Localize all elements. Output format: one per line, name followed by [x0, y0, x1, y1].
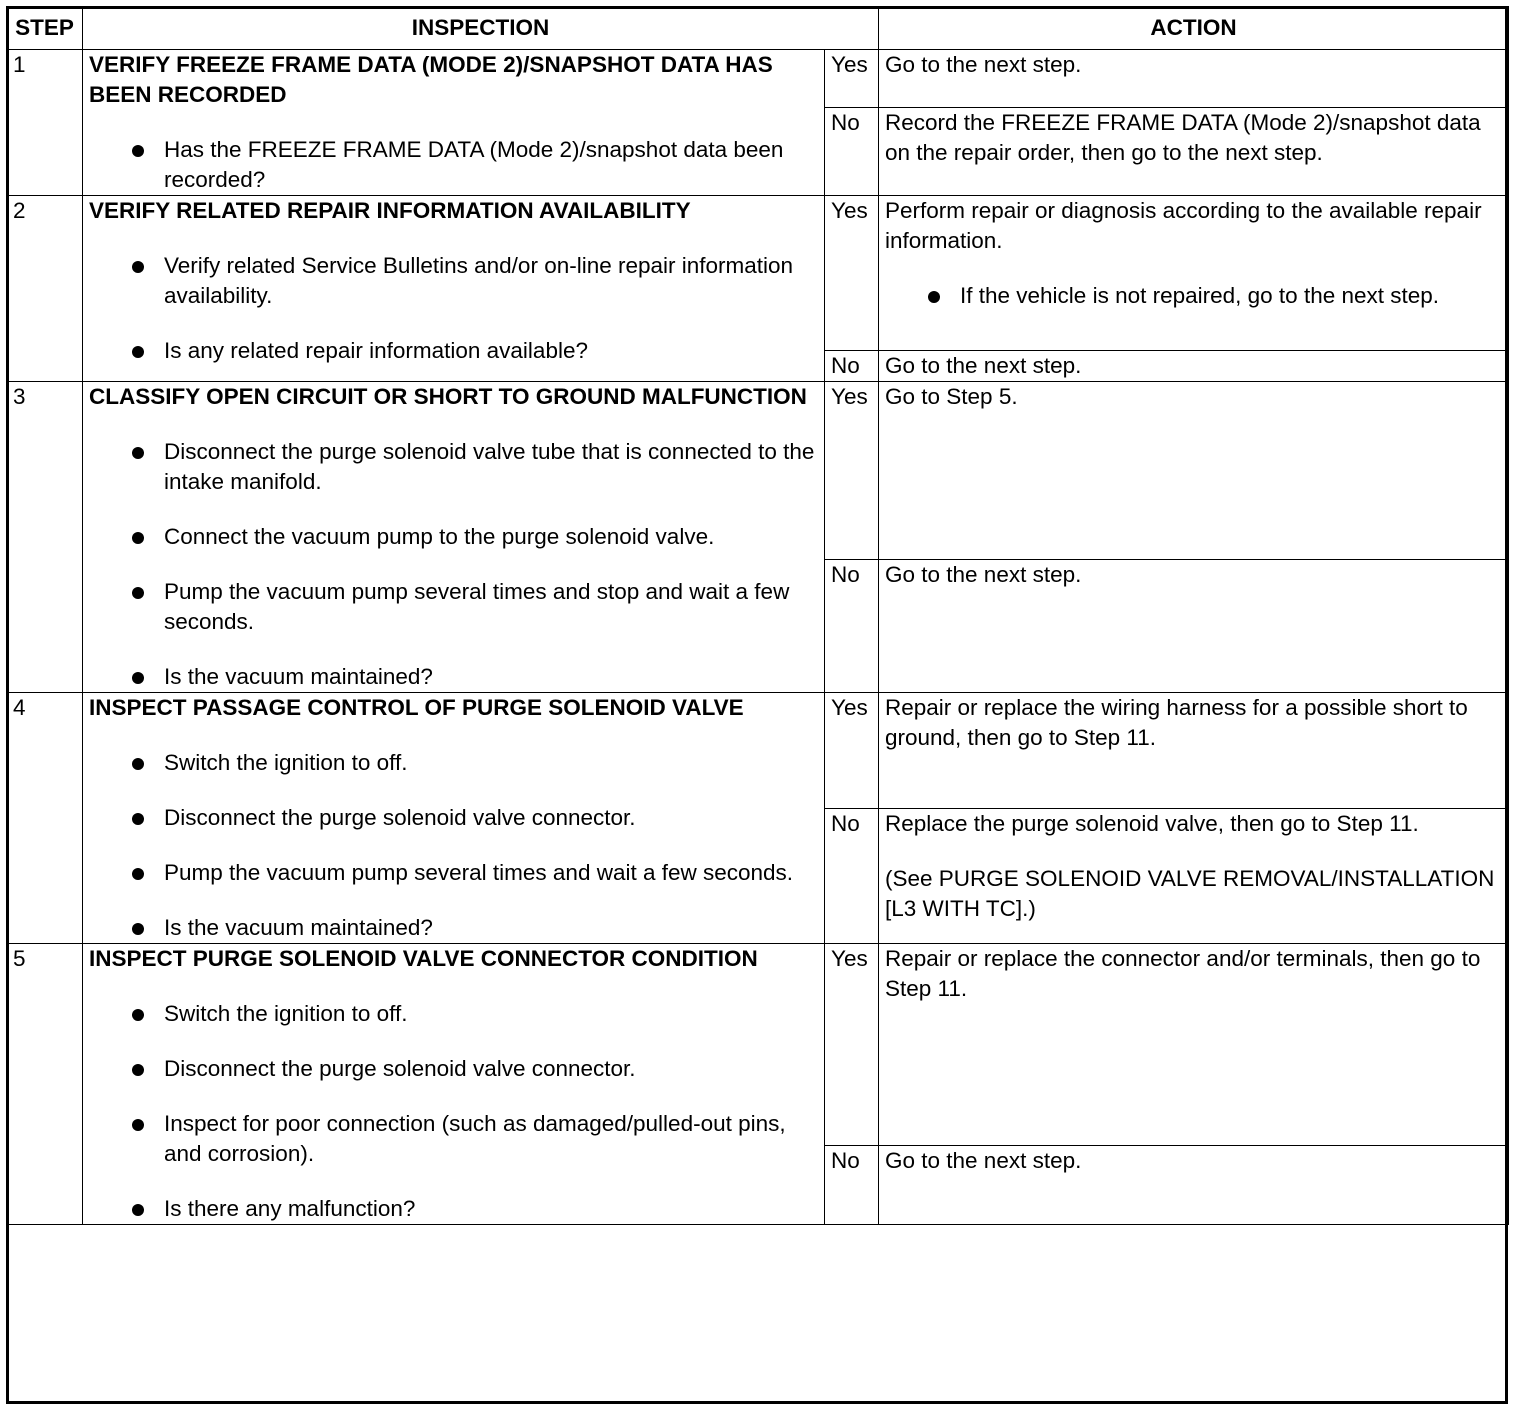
inspection-bullet-text: Disconnect the purge solenoid valve connector. [164, 805, 636, 830]
inspection-bullet-item [89, 1109, 818, 1169]
step-number: 1 [7, 50, 83, 196]
inspection-bullet-item [89, 803, 818, 833]
no-action [879, 1146, 1509, 1225]
bullet-icon [132, 1064, 144, 1076]
bullet-icon [132, 813, 144, 825]
no-label: No [825, 108, 879, 196]
inspection-bullet-item [89, 913, 818, 943]
diagnostic-table [6, 6, 1509, 1225]
action-text: Go to the next step. [885, 52, 1082, 77]
action-text: Repair or replace the connector and/or terminals, then go to Step 11. [885, 946, 1481, 1001]
yes-action [879, 382, 1509, 560]
inspection-bullet-text: Disconnect the purge solenoid valve connector. [164, 1056, 636, 1081]
action-bullets [885, 281, 1502, 311]
inspection-title: INSPECT PURGE SOLENOID VALVE CONNECTOR CONDITION [89, 946, 758, 971]
table-row [7, 944, 1509, 1146]
inspection-bullets [89, 251, 818, 366]
inspection-bullet-text: Is any related repair information available? [164, 338, 588, 363]
bullet-icon [132, 758, 144, 770]
inspection-title: VERIFY RELATED REPAIR INFORMATION AVAILABILITY [89, 198, 691, 223]
step-number: 4 [7, 693, 83, 944]
action-text: Go to the next step. [885, 353, 1082, 378]
inspection-bullet-item [89, 135, 818, 195]
inspection-bullet-text: Inspect for poor connection (such as damaged/pulled-out pins, and corrosion). [164, 1111, 786, 1166]
inspection-bullets [89, 135, 818, 195]
inspection-bullet-text: Is the vacuum maintained? [164, 915, 433, 940]
inspection-bullets [89, 999, 818, 1224]
action-text: Go to the next step. [885, 1148, 1082, 1173]
bullet-icon [132, 1204, 144, 1216]
yes-action [879, 196, 1509, 351]
inspection-cell [83, 50, 825, 196]
inspection-cell [83, 382, 825, 693]
inspection-title: VERIFY FREEZE FRAME DATA (MODE 2)/SNAPSHOT DATA HAS BEEN RECORDED [89, 52, 773, 107]
inspection-bullets [89, 748, 818, 943]
yes-label: Yes [825, 382, 879, 560]
action-bullet-text: If the vehicle is not repaired, go to the next step. [960, 283, 1440, 308]
inspection-bullet-text: Has the FREEZE FRAME DATA (Mode 2)/snapshot data been recorded? [164, 137, 784, 192]
inspection-bullet-text: Pump the vacuum pump several times and wait a few seconds. [164, 860, 794, 885]
inspection-title: INSPECT PASSAGE CONTROL OF PURGE SOLENOID VALVE [89, 695, 744, 720]
no-label: No [825, 560, 879, 693]
step-number: 5 [7, 944, 83, 1225]
bullet-icon [132, 1119, 144, 1131]
bullet-icon [132, 923, 144, 935]
inspection-bullet-item [89, 577, 818, 637]
yes-label: Yes [825, 944, 879, 1146]
no-action [879, 351, 1509, 382]
step-number: 2 [7, 196, 83, 382]
inspection-cell [83, 196, 825, 382]
inspection-bullet-item [89, 662, 818, 692]
action-text: Perform repair or diagnosis according to the available repair information. [885, 198, 1482, 253]
inspection-bullet-item [89, 748, 818, 778]
action-text: Replace the purge solenoid valve, then go to Step 11. [885, 811, 1419, 836]
inspection-bullet-text: Verify related Service Bulletins and/or on-line repair information availability. [164, 253, 794, 308]
inspection-bullet-item [89, 999, 818, 1029]
no-label: No [825, 351, 879, 382]
action-text: Repair or replace the wiring harness for a possible short to ground, then go to Step 11. [885, 695, 1468, 750]
inspection-bullet-text: Switch the ignition to off. [164, 750, 408, 775]
inspection-bullet-item [89, 1054, 818, 1084]
inspection-bullets [89, 437, 818, 692]
yes-action [879, 944, 1509, 1146]
yes-label: Yes [825, 196, 879, 351]
step-header: STEP [7, 7, 83, 50]
bullet-icon [132, 532, 144, 544]
bullet-icon [132, 672, 144, 684]
bullet-icon [132, 447, 144, 459]
inspection-header: INSPECTION [83, 7, 879, 50]
inspection-cell [83, 693, 825, 944]
no-action [879, 809, 1509, 944]
action-text: Go to Step 5. [885, 384, 1018, 409]
inspection-bullet-text: Disconnect the purge solenoid valve tube that is connected to the intake manifold. [164, 439, 815, 494]
inspection-bullet-item [89, 858, 818, 888]
bullet-icon [132, 145, 144, 157]
no-label: No [825, 809, 879, 944]
no-label: No [825, 1146, 879, 1225]
table-row [7, 382, 1509, 560]
inspection-bullet-text: Pump the vacuum pump several times and stop and wait a few seconds. [164, 579, 790, 634]
bullet-icon [132, 587, 144, 599]
inspection-title: CLASSIFY OPEN CIRCUIT OR SHORT TO GROUND MALFUNCTION [89, 384, 807, 409]
yes-label: Yes [825, 50, 879, 108]
table-row [7, 50, 1509, 108]
yes-action [879, 693, 1509, 809]
yes-action [879, 50, 1509, 108]
bullet-icon [132, 261, 144, 273]
no-action [879, 560, 1509, 693]
inspection-bullet-item [89, 437, 818, 497]
action-header: ACTION [879, 7, 1509, 50]
inspection-bullet-item [89, 1194, 818, 1224]
table-row [7, 196, 1509, 351]
bullet-icon [132, 1009, 144, 1021]
bullet-icon [132, 868, 144, 880]
action-text: Record the FREEZE FRAME DATA (Mode 2)/snapshot data on the repair order, then go to the next step. [885, 110, 1481, 165]
action-text: Go to the next step. [885, 562, 1082, 587]
step-number: 3 [7, 382, 83, 693]
inspection-bullet-text: Is there any malfunction? [164, 1196, 416, 1221]
inspection-bullet-text: Switch the ignition to off. [164, 1001, 408, 1026]
bullet-icon [928, 291, 940, 303]
table-row [7, 693, 1509, 809]
header-row [7, 7, 1509, 50]
inspection-bullet-item [89, 251, 818, 311]
inspection-bullet-item [89, 336, 818, 366]
yes-label: Yes [825, 693, 879, 809]
inspection-bullet-text: Connect the vacuum pump to the purge solenoid valve. [164, 524, 715, 549]
bullet-icon [132, 346, 144, 358]
action-bullet-item [885, 281, 1502, 311]
inspection-cell [83, 944, 825, 1225]
no-action [879, 108, 1509, 196]
action-text: (See PURGE SOLENOID VALVE REMOVAL/INSTALLATION [L3 WITH TC].) [885, 866, 1495, 921]
inspection-bullet-item [89, 522, 818, 552]
inspection-bullet-text: Is the vacuum maintained? [164, 664, 433, 689]
